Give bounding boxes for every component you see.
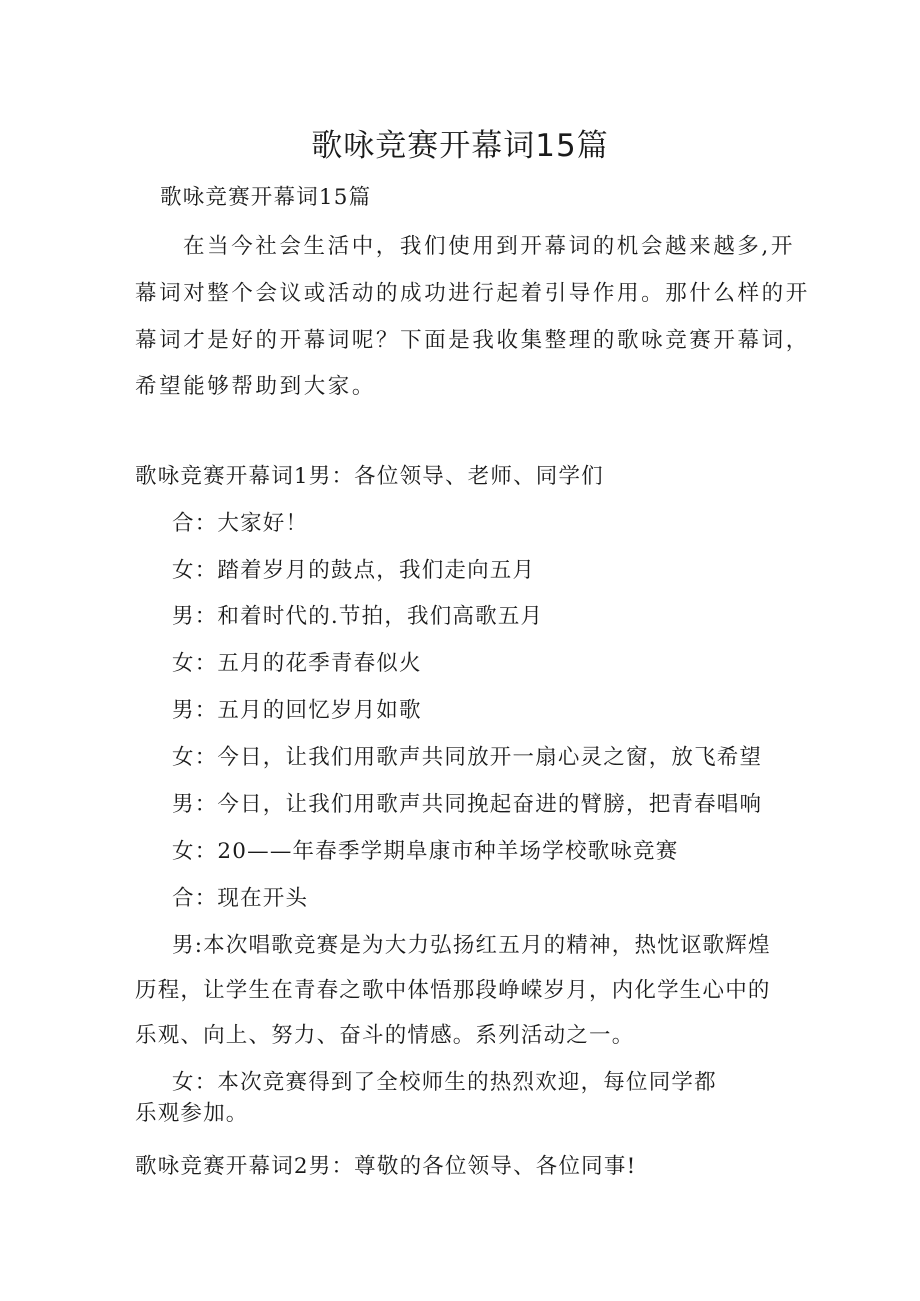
document-subtitle: 歌咏竞赛开幕词15篇: [160, 185, 372, 210]
dialogue-line: 男：今日，让我们用歌声共同挽起奋进的臂膀，把青春唱响: [172, 792, 763, 817]
dialogue-line: 合：大家好！: [172, 511, 309, 536]
paragraph-line: 女：本次竞赛得到了全校师生的热烈欢迎，每位同学都: [172, 1070, 717, 1095]
paragraph-line: 男:本次唱歌竞赛是为大力弘扬红五月的精神，热忱讴歌辉煌: [172, 933, 771, 958]
dialogue-line: 男：五月的回忆岁月如歌: [172, 698, 422, 723]
dialogue-line: 女：20——年春季学期阜康市种羊场学校歌咏竞赛: [172, 839, 679, 864]
intro-line: 幕词才是好的开幕词呢？下面是我收集整理的歌咏竞赛开幕词，: [135, 328, 810, 353]
intro-line: 在当今社会生活中，我们使用到开幕词的机会越来越多,开: [183, 234, 795, 259]
intro-line: 幕词对整个会议或活动的成功进行起着引导作用。那什么样的开: [135, 281, 810, 306]
intro-line: 希望能够帮助到大家。: [135, 374, 377, 399]
section-heading-2: 歌咏竞赛开幕词2男：尊敬的各位领导、各位同事!: [135, 1154, 637, 1179]
paragraph-line: 乐观参加。: [135, 1101, 249, 1126]
section-heading-1: 歌咏竞赛开幕词1男：各位领导、老师、同学们: [135, 464, 604, 489]
paragraph-line: 乐观、向上、努力、奋斗的情感。系列活动之一。: [135, 1023, 635, 1048]
dialogue-line: 女：五月的花季青春似火: [172, 651, 422, 676]
dialogue-line: 合：现在开头: [172, 886, 309, 911]
dialogue-line: 女：今日，让我们用歌声共同放开一扇心灵之窗，放飞希望: [172, 745, 763, 770]
dialogue-line: 女：踏着岁月的鼓点，我们走向五月: [172, 558, 536, 583]
dialogue-line: 男：和着时代的.节拍，我们高歌五月: [172, 604, 544, 629]
document-title: 歌咏竞赛开幕词15篇: [311, 128, 609, 164]
paragraph-line: 历程，让学生在青春之歌中体悟那段峥嵘岁月，内化学生心中的: [135, 978, 771, 1003]
